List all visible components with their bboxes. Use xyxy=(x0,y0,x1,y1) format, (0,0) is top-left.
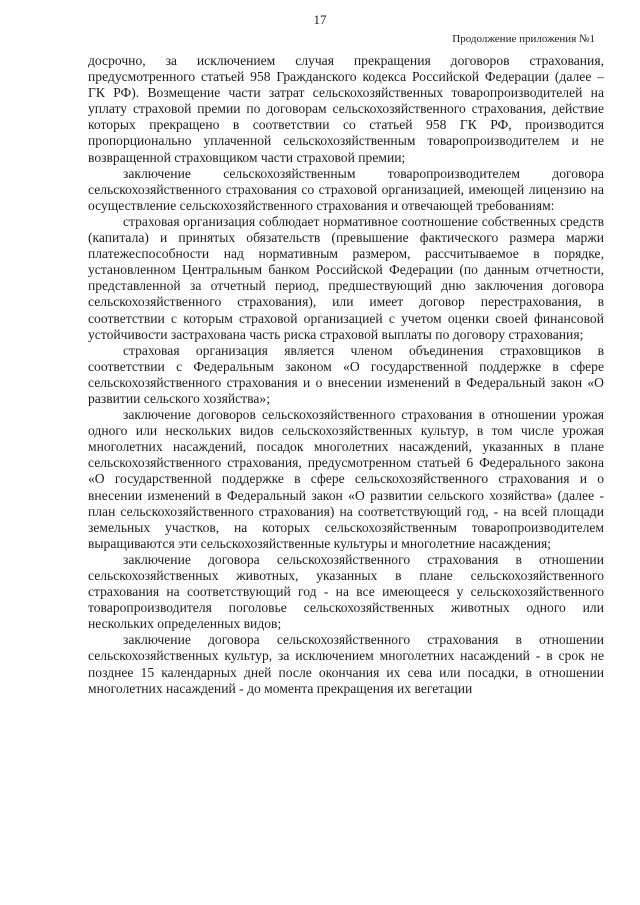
paragraph: заключение договоров сельскохозяйственного страхования в отношении урожая одного или нескольких видов сельскохозяйственных культур, в том числе урожая многолетних насаждений, посадок многолетних насаждений, указанных в плане сельскохозяйственного страхования, предусмотренном статьей 6 Федерального закона «О государственной поддержке в сфере сельскохозяйственного страхования и о внесении изменений в Федеральный закон «О развитии сельского хозяйства» (далее - план сельскохозяйственного страхования) на соответствующий год, - на всей площади земельных участков, на которых сельскохозяйственным товаропроизводителем выращиваются эти сельскохозяйственные культуры и многолетние насаждения; xyxy=(88,407,604,551)
paragraph: досрочно, за исключением случая прекращения договоров страхования, предусмотренного статьей 958 Гражданского кодекса Российской Федерации (далее – ГК РФ). Возмещение части затрат сельскохозяйственных товаропроизводителей на уплату страховой премии по договорам сельскохозяйственного страхования, действие которых прекращено в соответствии со статьей 958 ГК РФ, производится пропорционально уплаченной сельскохозяйственным товаропроизводителем и не возвращенной страховщиком части страховой премии; xyxy=(88,53,604,165)
paragraph: заключение сельскохозяйственным товаропроизводителем договора сельскохозяйственного страхования со страховой организацией, имеющей лицензию на осуществление сельскохозяйственного страхования и отвечающей требованиям: xyxy=(88,165,604,213)
page-number: 17 xyxy=(313,12,327,27)
paragraph: заключение договора сельскохозяйственного страхования в отношении сельскохозяйственных культур, за исключением многолетних насаждений - в срок не позднее 15 календарных дней после окончания их сева или посадки, в отношении многолетних насаждений - до момента прекращения их вегетации xyxy=(88,632,604,696)
paragraph: страховая организация соблюдает нормативное соотношение собственных средств (капитала) и принятых обязательств (превышение фактического размера маржи платежеспособности над нормативным размером, рассчитываемое в порядке, установленном Центральным банком Российской Федерации (по данным отчетности, представленной за отчетный период, предшествующий дню заключения договора сельскохозяйственного страхования), или имеет договор перестрахования, в соответствии с которым страховой организацией с учетом оценки своей финансовой устойчивости застрахована часть риска страховой выплаты по договору страхования; xyxy=(88,213,604,342)
body-text xyxy=(88,53,604,697)
paragraph: заключение договора сельскохозяйственного страхования в отношении сельскохозяйственных животных, указанных в плане сельскохозяйственного страхования на соответствующий год - на все имеющееся у сельскохозяйственного товаропроизводителя поголовье сельскохозяйственных животных одного или нескольких определенных видов; xyxy=(88,551,604,632)
running-head: Продолжение приложения №1 xyxy=(452,33,595,45)
paragraph: страховая организация является членом объединения страховщиков в соответствии с Федеральным законом «О государственной поддержке в сфере сельскохозяйственного страхования и о внесении изменений в Федеральный закон «О развитии сельского хозяйства»; xyxy=(88,342,604,406)
